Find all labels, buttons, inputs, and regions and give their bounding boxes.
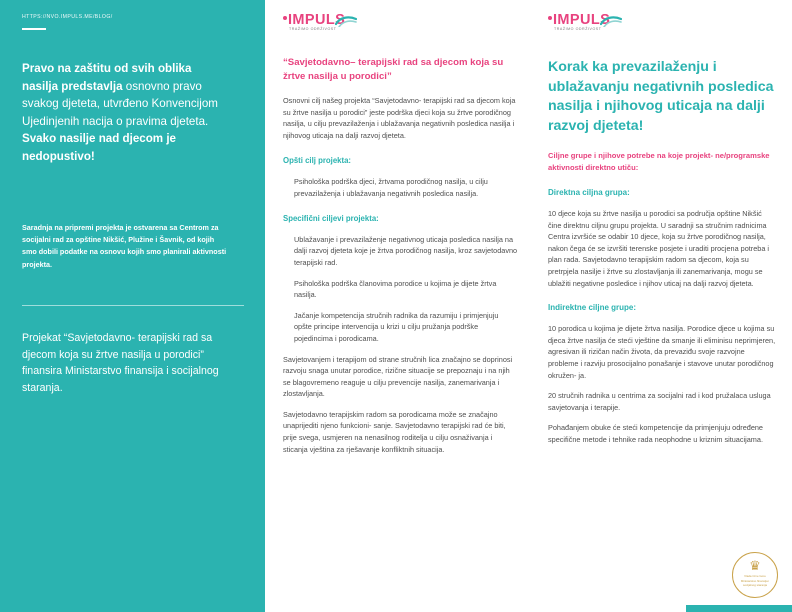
right-title: Korak ka prevazilaženju i ublažavanju negativnih posledica nasilja i njihovog uticaja na dalji razvoj djeteta!: [548, 59, 774, 134]
right-heading-direct: Direktna ciljna grupa:: [548, 187, 630, 197]
logo-word-text: IMPULS: [553, 12, 611, 28]
crest-line-1: Vlada Crne Gore: [744, 574, 766, 578]
logo-dot-icon: [548, 16, 552, 20]
middle-heading-specific: Specifični ciljevi projekta:: [283, 214, 379, 224]
middle-intro-paragraph: Osnovni cilj našeg projekta “Savjetodavno- terapijski rad sa djecom koja su žrtve nasilja u porodici” jeste podrška djeci koja su žrtve porodičnog nasilja, u cilju prevazilaženja i ublažavanja negativnih posledica nasilja i njihovog uticaja na dalji razvoj djeteta.: [283, 96, 516, 140]
headline-thin: osnovno pravo svakog djeteta, utvrđeno Konvencijom Ujedinjenih nacija o pravima djeteta.: [22, 79, 218, 128]
middle-column: [283, 0, 518, 612]
impuls-logo-right: [548, 12, 776, 38]
divider: [22, 28, 46, 30]
crest-emblem-icon: ♛: [749, 558, 761, 573]
left-teal-panel: [0, 0, 265, 612]
right-indirect-1: 10 porodica u kojima je dijete žrtva nasilja. Porodice djece u kojima su djeca žrtve nasilja će steći vještine da smanje ili eliminisu neprimjeren, agresivan ili rizičan način života, da prevaziđu svoje razvojne probleme i razviju prosocijalno ponašanje i stavove unutar porodičnog okružen- ja.: [548, 324, 776, 380]
middle-specific-3: Jačanje kompetencija stručnih radnika da razumiju i primjenjuju opšte principe intervencija u krizi u cilju pružanja podrške pojedincima i porodicama.: [294, 310, 499, 343]
right-heading-indirect: Indirektne ciljne grupe:: [548, 303, 637, 313]
logo-swoosh-icon: [600, 15, 622, 27]
headline-bold-2: Svako nasilje nad djecom je nedopustivo!: [22, 132, 177, 163]
middle-general-text: Psihološka podrška djeci, žrtvama porodičnog nasilja, u cilju prevazilaženja i ublažavanja negativnih posledica nasilja.: [294, 176, 488, 198]
middle-paragraph-5: Savjetodavno terapijskim radom sa porodicama može se značajno unaprijediti njeno funkcioni- sanje. Savjetodavno terapijski rad će biti, prije svega, usmjeren na nenasilnog roditelja u cilju osnaživanja i sticanja vještina za rješavanje konfliktnih situacija.: [283, 409, 506, 454]
crest-line-2: Ministarstvo finansija i socijalnog staranja: [740, 579, 770, 587]
headline-bold-1: Pravo na zaštitu od svih oblika nasilja predstavlja: [22, 62, 192, 93]
left-headline: [22, 60, 227, 165]
left-subnote: Saradnja na pripremi projekta je ostvarena sa Centrom za socijalni rad za opštine Nikšić, Plužine i Šavnik, od kojih smo dobili podatke na osnovu kojih smo planirali aktivnosti projekta.: [22, 223, 227, 269]
left-divider-rule: [22, 305, 244, 306]
left-project-note: Projekat “Savjetodavno- terapijski rad sa djecom koja su žrtve nasilja u porodici” finansira Ministarstvo finansija i socijalnog staranja.: [22, 332, 219, 394]
right-closing-paragraph: Pohađanjem obuke će steći kompetencije da primjenjuju određene specifične metode i tehnike rada neophodne u kriznim situacijama.: [548, 423, 763, 444]
right-indirect-2: 20 stručnih radnika u centrima za socijalni rad i kod pružalaca usluga savjetovanja i terapije.: [548, 391, 771, 412]
bottom-accent-bar: [686, 605, 792, 612]
middle-specific-2: Psihološka podrška članovima porodice u kojima je dijete žrtva nasilja.: [294, 278, 497, 300]
middle-paragraph-4: Savjetovanjem i terapijom od strane stručnih lica značajno se doprinosi razvoju snaga unutar porodice, rizične situacije se prepoznaju i na njih se blagovremeno reaguje u cilju prevencije nasilja, zanemarivanja i zlostavljanja.: [283, 354, 513, 399]
logo-dot-icon: [283, 16, 287, 20]
logo-word-text: IMPULS: [288, 12, 346, 28]
impuls-logo-middle: [283, 12, 518, 38]
logo-tagline: TRAŽIMO ODRŽIVOST: [554, 27, 602, 31]
right-column: [548, 0, 776, 612]
middle-specific-1: Ublažavanje i prevazilaženje negativnog uticaja posledica nasilja na dalji razvoj djeteta koje je žrtva porodičnog nasilja, kroz savjetodavno terapijski rad.: [294, 234, 518, 267]
logo-swoosh-icon: [335, 15, 357, 27]
logo-tagline: TRAŽIMO ODRŽIVOST: [289, 27, 337, 31]
source-url: HTTPS://NVO.IMPULS.ME/BLOG/: [22, 14, 113, 20]
right-direct-text: 10 djece koja su žrtve nasilja u porodici sa područja opštine Nikšić čine direktnu ciljnu grupu projekta. U saradnji sa stručnim radnicima Centra izvršiće se odabir 10 djece, koja su žrtve porodičnog nasilja, nakon čega će se izvršiti terenske posjete i uraditi procjena potreba i plan rada. Savjetodavno terapijskim radom sa djecom, koja su pretrpjela nasilje i žrtve su zlostavljanja ili zanemarivanja, mogu se ublažiti negativne posledice i njihov uticaj na dalji razvoj djeteta.: [548, 208, 770, 288]
ministry-crest: [732, 552, 778, 598]
middle-heading-general: Opšti cilj projekta:: [283, 156, 352, 166]
middle-title: “Savjetodavno– terapijski rad sa djecom koja su žrtve nasilja u porodici”: [283, 57, 504, 82]
right-lead: Ciljne grupe i njihove potrebe na koje projekt- ne/programske aktivnosti direktno utiču:: [548, 151, 770, 173]
